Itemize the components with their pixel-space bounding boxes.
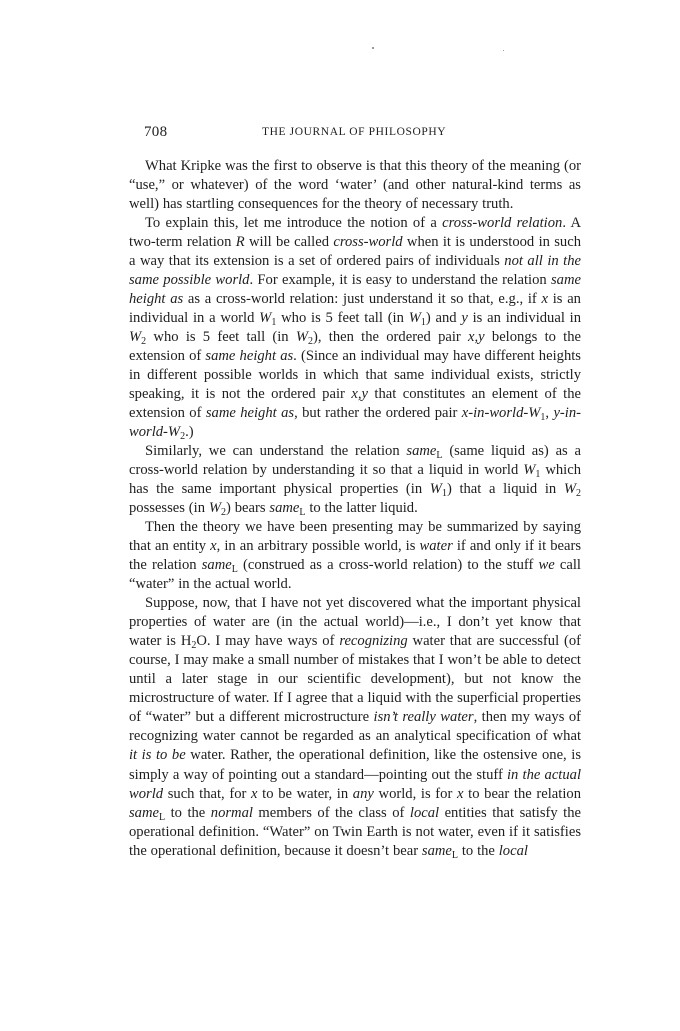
paragraph-3: Similarly, we can understand the relation same$_L$ (same liquid as) as a cross-world relation by understanding it so that a liquid in world $W_1$ which has the same important physical properties (in $W_1$) that a liquid in $W_2$ possesses (in $W_2$) bears same$_L$ to the latter liquid.	[129, 443, 581, 519]
page-number: 708	[144, 124, 168, 140]
paragraph-5: Suppose, now, that I have not yet discovered what the important physical properties of water are (in the actual world)—i.e., I don’t yet know that water is $H_2O$. I may have ways of recognizing water that are successful (of course, I may make a small number of mistakes that I won’t be able to detect until a later stage in our scientific development), but not know the microstructure of water. If I agree that a liquid with the superficial properties of “water” but a different microstructure isn’t really water, then my ways of recognizing water cannot be regarded as an analytical specification of what it is to be water. Rather, the operational definition, like the ostensive one, is simply a way of pointing out a standard—pointing out the stuff in the actual world such that, for x to be water, in any world, is for x to bear the relation same$_L$ to the normal members of the class of local entities that satisfy the operational definition. “Water” on Twin Earth is not water, even if it satisfies the operational definition, because it doesn’t bear same$_L$ to the local	[129, 595, 582, 861]
page-header	[144, 124, 544, 144]
paragraph-2: To explain this, let me introduce the notion of a cross-world relation. A two-term relation R will be called cross-world when it is understood in such a way that its extension is a set of ordered pairs of individuals not all in the same possible world. For example, it is easy to understand the relation same height as as a cross-world relation: just understand it so that, e.g., if x is an individual in a world $W_1$ who is 5 feet tall (in $W_1$) and y is an individual in $W_2$ who is 5 feet tall (in $W_2$), then the ordered pair x,y belongs to the extension of same height as. (Since an individual may have different heights in different possible worlds in which that same individual exists, strictly speaking, it is not the ordered pair x,y that constitutes an element of the extension of same height as, but rather the ordered pair $x-in-world-W_1$, $y-in-world-W_2$.)	[129, 215, 582, 443]
running-head: THE JOURNAL OF PHILOSOPHY	[262, 126, 447, 138]
scan-speck	[503, 50, 504, 51]
article-body	[129, 157, 581, 861]
paragraph-1: What Kripke was the first to observe is that this theory of the meaning (or “use,” or whatever) of the word ‘water’ (and other natural-kind terms as well) has startling consequences for the theory of necessary truth.	[129, 158, 581, 213]
paragraph-4: Then the theory we have been presenting may be summarized by saying that an entity x, in an arbitrary possible world, is water if and only if it bears the relation same$_L$ (construed as a cross-world relation) to the stuff we call “water” in the actual world.	[129, 519, 581, 593]
scan-speck	[372, 47, 374, 49]
